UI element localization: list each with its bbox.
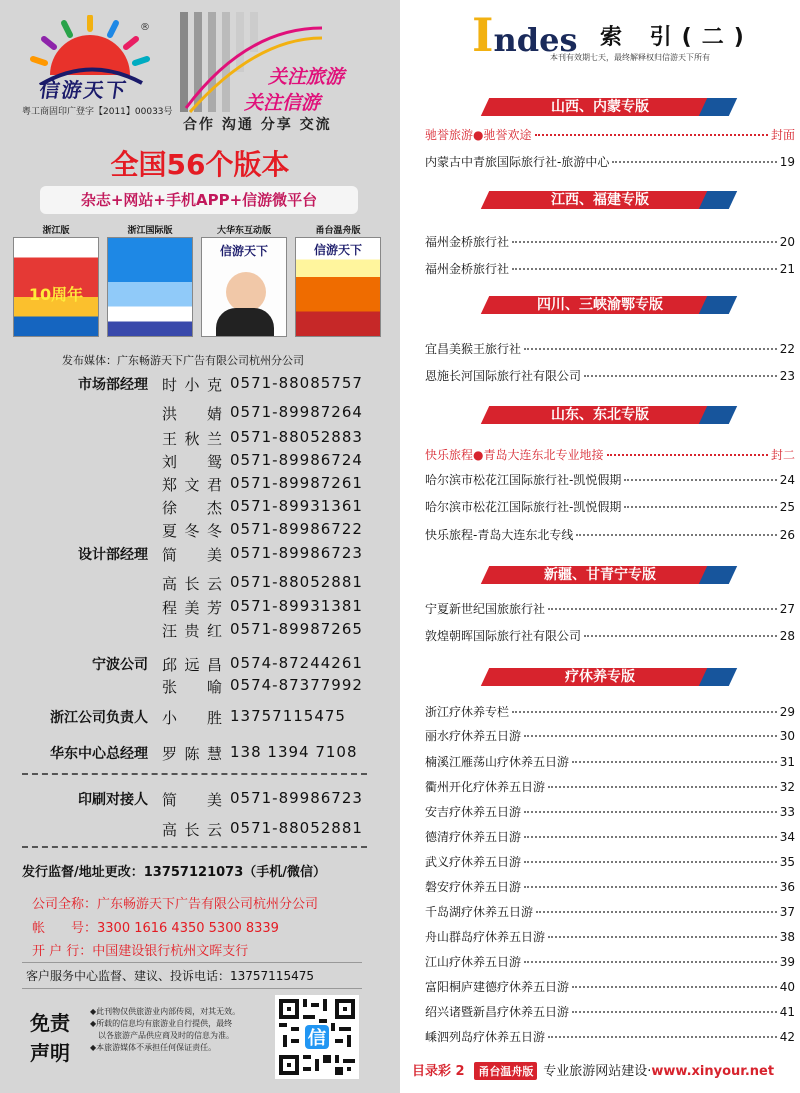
- toc-entry[interactable]: [425, 803, 795, 821]
- dot-leader: [512, 711, 777, 713]
- toc-page-number: 26: [779, 528, 795, 542]
- registered-mark: ®: [140, 22, 150, 33]
- section-title: 山东、东北专版: [551, 407, 649, 423]
- edition-cover-image: [13, 237, 99, 337]
- toc-page-number: 24: [779, 473, 795, 487]
- toc-entry-title: [425, 828, 521, 845]
- complaint-hotline: 客户服务中心监督、建议、投诉电话：13757115475: [22, 962, 362, 989]
- toc-entry[interactable]: [425, 471, 795, 489]
- contact-phone: 0571-89987264: [230, 403, 363, 421]
- page-footer: [412, 1060, 800, 1080]
- toc-entry-title: [425, 153, 609, 170]
- toc-entry-name: 恩施长河国际旅行社有限公司: [425, 369, 582, 383]
- section-title: 四川、三峡渝鄂专版: [537, 297, 663, 313]
- qr-code-icon: [279, 999, 355, 1075]
- toc-entry-name: 内蒙古中青旅国际旅行社-旅游中心: [425, 155, 610, 169]
- toc-entry-name: 江山疗休养五日游: [425, 955, 522, 969]
- dot-leader: [524, 836, 777, 838]
- toc-entry-title: [425, 340, 521, 357]
- toc-page-number: 封面: [770, 128, 795, 142]
- dot-leader: [584, 375, 777, 377]
- toc-entry[interactable]: [425, 828, 795, 846]
- section-banner: [475, 296, 725, 314]
- toc-entry-name: 丽水疗休养五日游: [425, 729, 522, 743]
- toc-entry[interactable]: [425, 853, 795, 871]
- contact-phone: 138 1394 7108: [230, 743, 358, 761]
- qr-code: [275, 995, 359, 1079]
- contact-name: 简美: [162, 546, 222, 564]
- dot-leader: [512, 268, 777, 270]
- dot-leader: [584, 635, 777, 637]
- disclaimer-line: ◆此刊物仅供旅游业内部传阅，对其无效。: [90, 1007, 241, 1016]
- toc-entry-name: 宜昌美猴王旅行社: [425, 342, 522, 356]
- toc-entry-title: [425, 878, 521, 895]
- toc-entry[interactable]: [425, 260, 795, 278]
- toc-entry-name: 福州金桥旅行社: [425, 262, 510, 276]
- contact-name: 小胜: [162, 709, 222, 727]
- toc-page-number: 30: [779, 729, 795, 743]
- section-title: 山西、内蒙专版: [551, 99, 649, 115]
- toc-entry-title: [425, 526, 573, 543]
- contact-phone: 0571-89986724: [230, 451, 363, 469]
- dot-leader: [624, 506, 776, 508]
- toc-entry[interactable]: [425, 928, 795, 946]
- contact-phone: 0571-89986722: [230, 520, 363, 538]
- disclaimer-title: 声明: [30, 1041, 70, 1065]
- toc-page-number: 25: [779, 500, 795, 514]
- dot-leader: [524, 811, 777, 813]
- contact-phone: 0571-89931381: [230, 597, 363, 615]
- contact-name: 时小克: [162, 376, 222, 394]
- section-banner: [475, 566, 725, 584]
- contact-name: 高长云: [162, 575, 222, 593]
- toc-entry[interactable]: [425, 903, 795, 921]
- section-banner: [475, 668, 725, 686]
- cover-text: 10周年: [28, 285, 84, 304]
- toc-entry-title: [425, 1028, 545, 1045]
- dot-leader: [512, 241, 777, 243]
- section-title: 江西、福建专版: [551, 192, 649, 208]
- section-title: 疗休养专版: [565, 669, 635, 685]
- toc-entry-title: [425, 928, 545, 945]
- contact-phone: 0571-89931361: [230, 497, 363, 515]
- toc-entry-name: 舟山群岛疗休养五日游: [425, 930, 546, 944]
- toc-page-number: 21: [779, 262, 795, 276]
- contact-phone: 0574-87377992: [230, 676, 363, 694]
- brand-name: 信游天下: [38, 78, 130, 102]
- dot-leader: [548, 1036, 777, 1038]
- contact-phone: 0571-88052881: [230, 573, 363, 591]
- slogan-tourism: 关注旅游: [268, 66, 345, 88]
- toc-page-number: 33: [779, 805, 795, 819]
- contact-name: 夏冬冬: [162, 522, 222, 540]
- rights-note: 本刊有效期七天，最终解释权归信游天下所有: [550, 53, 710, 62]
- headline: 全国56个版本: [110, 148, 290, 181]
- edition-cover-image: [107, 237, 193, 337]
- disclaimer-line: ◆本旅游媒体不承担任何保证责任。: [90, 1043, 217, 1052]
- dot-leader: [612, 161, 776, 163]
- toc-entry-name: 快乐旅程-青岛大连东北专线: [425, 528, 574, 542]
- supervise-line: 发行监督/地址更改：13757121073（手机/微信）: [22, 865, 326, 880]
- toc-entry-title: [425, 727, 521, 744]
- toc-entry-name: 绍兴诸暨新昌疗休养五日游: [425, 1005, 570, 1019]
- page-label: 目录彩 2: [412, 1064, 465, 1079]
- toc-page-number: 28: [779, 629, 795, 643]
- toc-page-number: 31: [779, 755, 795, 769]
- toc-entry-title: [425, 778, 545, 795]
- toc-entry[interactable]: [425, 526, 795, 544]
- toc-entry[interactable]: [425, 627, 795, 645]
- contact-phone: 0571-89986723: [230, 544, 363, 562]
- disclaimer-text: [90, 1006, 270, 1054]
- bank-account: 帐 号：3300 1616 4350 5300 8339: [32, 921, 279, 936]
- contact-name: 简美: [162, 791, 222, 809]
- contact-role: 浙江公司负责人: [50, 710, 148, 726]
- toc-entry-title: [425, 367, 581, 384]
- contact-name: 洪婧: [162, 405, 222, 423]
- contact-phone: 0571-89986723: [230, 789, 363, 807]
- edition-label: 浙江国际版: [127, 226, 173, 236]
- contact-phone: 0571-89987261: [230, 474, 363, 492]
- divider: [22, 846, 367, 848]
- contact-name: 汪贵红: [162, 622, 222, 640]
- toc-entry[interactable]: [425, 153, 795, 171]
- toc-entry[interactable]: [425, 978, 795, 996]
- cover-text: 信游天下: [219, 244, 268, 258]
- toc-entry-title: [425, 703, 509, 720]
- toc-entry[interactable]: [425, 778, 795, 796]
- cover-text: 信游天下: [313, 243, 362, 257]
- toc-entry-title: [425, 600, 545, 617]
- toc-entry-title: [425, 471, 621, 488]
- toc-entry[interactable]: [425, 446, 795, 464]
- index-title-chinese: 索 引(二): [600, 25, 754, 50]
- website-url[interactable]: www.xinyour.net: [651, 1064, 775, 1079]
- dot-leader: [524, 886, 777, 888]
- disclaimer-title: 免责: [30, 1011, 70, 1035]
- toc-page-number: 封二: [770, 448, 795, 462]
- toc-page-number: 35: [779, 855, 795, 869]
- qr-badge: 信: [307, 1028, 327, 1050]
- toc-entry-name: 敦煌朝晖国际旅行社有限公司: [425, 629, 582, 643]
- bullet-icon: ●: [473, 128, 484, 142]
- dot-leader: [548, 608, 777, 610]
- disclaimer-line: ◆所载的信息均有旅游业自行提供，最终: [90, 1019, 233, 1028]
- dot-leader: [607, 454, 768, 456]
- platform-subline: 杂志+网站+手机APP+信游微平台: [40, 186, 358, 214]
- toc-entry-title: [425, 498, 621, 515]
- toc-entry-name: 富阳桐庐建德疗休养五日游: [425, 980, 570, 994]
- toc-entry[interactable]: [425, 498, 795, 516]
- dot-leader: [524, 961, 777, 963]
- slogan-xinyou: 关注信游: [244, 92, 321, 114]
- contact-name: 高长云: [162, 821, 222, 839]
- toc-entry-name: 驰誉旅游: [425, 128, 474, 142]
- toc-page-number: 36: [779, 880, 795, 894]
- toc-entry-name: 磐安疗休养五日游: [425, 880, 522, 894]
- toc-entry-subtitle: 驰誉欢途: [483, 128, 532, 142]
- toc-entry-name: 哈尔滨市松花江国际旅行社-凯悦假期: [425, 500, 622, 514]
- toc-entry-name: 德清疗休养五日游: [425, 830, 522, 844]
- dot-leader: [524, 861, 777, 863]
- toc-entry-title: [425, 803, 521, 820]
- dot-leader: [524, 348, 777, 350]
- contact-name: 郑文君: [162, 476, 222, 494]
- service-line: [543, 1064, 774, 1079]
- index-column: [400, 0, 800, 1093]
- contact-name: 罗陈慧: [162, 745, 222, 763]
- toc-entry-name: 嵊泗列岛疗休养五日游: [425, 1030, 546, 1044]
- toc-entry-name: 宁夏新世纪国旅旅行社: [425, 602, 546, 616]
- edition-label: 大华东互动版: [216, 226, 271, 236]
- edition-east-china: [201, 223, 287, 337]
- toc-entry[interactable]: [425, 953, 795, 971]
- company-full-name: 公司全称：广东畅游天下广告有限公司杭州分公司: [32, 897, 319, 912]
- toc-page-number: 20: [779, 235, 795, 249]
- contact-phone: 0571-89987265: [230, 620, 363, 638]
- contact-phone: 0571-88052883: [230, 428, 363, 446]
- contact-role: 设计部经理: [78, 547, 148, 563]
- toc-entry-title: [425, 627, 581, 644]
- contact-role: 华东中心总经理: [50, 746, 148, 762]
- dot-leader: [524, 735, 777, 737]
- toc-entry-title: [425, 260, 509, 277]
- toc-page-number: 29: [779, 705, 795, 719]
- contact-name: 程美芳: [162, 599, 222, 617]
- toc-entry-name: 福州金桥旅行社: [425, 235, 510, 249]
- index-title-initial: I: [472, 8, 494, 62]
- toc-entry-name: 快乐旅程: [425, 448, 474, 462]
- bank-branch: 开 户 行：中国建设银行杭州文晖支行: [32, 944, 249, 959]
- toc-entry-title: [425, 903, 533, 920]
- toc-page-number: 27: [779, 602, 795, 616]
- toc-entry[interactable]: [425, 753, 795, 771]
- toc-page-number: 37: [779, 905, 795, 919]
- contact-role: 市场部经理: [78, 377, 148, 393]
- toc-entry-name: 衢州开化疗休养五日游: [425, 780, 546, 794]
- contact-name: 王秋兰: [162, 430, 222, 448]
- edition-cover-image: [201, 237, 287, 337]
- dot-leader: [576, 534, 776, 536]
- toc-entry-title: [425, 446, 604, 463]
- toc-entry-title: [425, 853, 521, 870]
- dot-leader: [624, 479, 776, 481]
- toc-entry-title: [425, 978, 569, 995]
- license-number: 粤工商固印广登字【2011】00033号: [22, 107, 173, 117]
- toc-page-number: 19: [779, 155, 795, 169]
- section-banner: [475, 406, 725, 424]
- edition-zhejiang-intl: [107, 223, 193, 337]
- section-banner: [475, 98, 725, 116]
- service-text: 专业旅游网站建设·: [543, 1064, 652, 1079]
- toc-entry[interactable]: [425, 703, 795, 721]
- toc-page-number: 42: [779, 1030, 795, 1044]
- contact-name: 邱远昌: [162, 656, 222, 674]
- toc-page-number: 22: [779, 342, 795, 356]
- disclaimer-line: 以各旅游产品供应商及时的信息为准。: [90, 1031, 234, 1040]
- toc-page-number: 41: [779, 1005, 795, 1019]
- edition-label: 甬台温舟版: [315, 226, 361, 236]
- dot-leader: [548, 786, 777, 788]
- toc-entry-subtitle: 青岛大连东北专业地接: [483, 448, 604, 462]
- dot-leader: [548, 936, 777, 938]
- index-title-rest: ndes: [493, 21, 578, 59]
- dot-leader: [572, 761, 777, 763]
- contact-name: 刘鸳: [162, 453, 222, 471]
- toc-entry-title: [425, 233, 509, 250]
- toc-page-number: 39: [779, 955, 795, 969]
- contact-name: 张喻: [162, 678, 222, 696]
- toc-entry[interactable]: [425, 126, 795, 144]
- toc-entry-name: 安吉疗休养五日游: [425, 805, 522, 819]
- toc-entry-name: 楠溪江雁荡山疗休养五日游: [425, 755, 570, 769]
- toc-entry-name: 千岛湖疗休养五日游: [425, 905, 534, 919]
- dot-leader: [572, 1011, 777, 1013]
- toc-entry-title: [425, 1003, 569, 1020]
- toc-entry[interactable]: [425, 1003, 795, 1021]
- dot-leader: [572, 986, 777, 988]
- bullet-icon: ●: [473, 448, 484, 462]
- edition-cover-image: [295, 237, 381, 337]
- edition-zhejiang: [13, 223, 99, 337]
- toc-page-number: 40: [779, 980, 795, 994]
- dot-leader: [535, 134, 768, 136]
- divider: [22, 773, 367, 775]
- toc-entry[interactable]: [425, 727, 795, 745]
- contact-phone: 0574-87244261: [230, 654, 363, 672]
- toc-entry-title: [425, 126, 532, 143]
- contact-phone: 0571-88052881: [230, 819, 363, 837]
- contact-phone: 0571-88085757: [230, 374, 363, 392]
- toc-entry[interactable]: [425, 600, 795, 618]
- toc-entry[interactable]: [425, 878, 795, 896]
- edition-label: 浙江版: [42, 226, 70, 236]
- toc-entry[interactable]: [425, 367, 795, 385]
- toc-entry[interactable]: [425, 340, 795, 358]
- toc-entry[interactable]: [425, 1028, 795, 1046]
- toc-entry-name: 浙江疗休养专栏: [425, 705, 510, 719]
- toc-page-number: 23: [779, 369, 795, 383]
- contact-role: 印刷对接人: [78, 792, 148, 808]
- edition-ningbo-taizhou: [295, 223, 381, 337]
- toc-page-number: 32: [779, 780, 795, 794]
- section-banner: [475, 191, 725, 209]
- toc-page-number: 34: [779, 830, 795, 844]
- toc-entry-title: [425, 953, 521, 970]
- contact-role: 宁波公司: [92, 657, 148, 673]
- toc-entry[interactable]: [425, 233, 795, 251]
- motto: 合作 沟通 分享 交流: [183, 117, 332, 133]
- contact-phone: 13757115475: [230, 707, 346, 725]
- edition-tag: 甬台温舟版: [474, 1062, 537, 1080]
- toc-entry-title: [425, 753, 569, 770]
- publisher: 发布媒体：广东畅游天下广告有限公司杭州分公司: [62, 354, 304, 367]
- contact-name: 徐杰: [162, 499, 222, 517]
- toc-page-number: 38: [779, 930, 795, 944]
- toc-entry-name: 哈尔滨市松花江国际旅行社-凯悦假期: [425, 473, 622, 487]
- section-title: 新疆、甘青宁专版: [544, 567, 656, 583]
- dot-leader: [536, 911, 777, 913]
- toc-entry-name: 武义疗休养五日游: [425, 855, 522, 869]
